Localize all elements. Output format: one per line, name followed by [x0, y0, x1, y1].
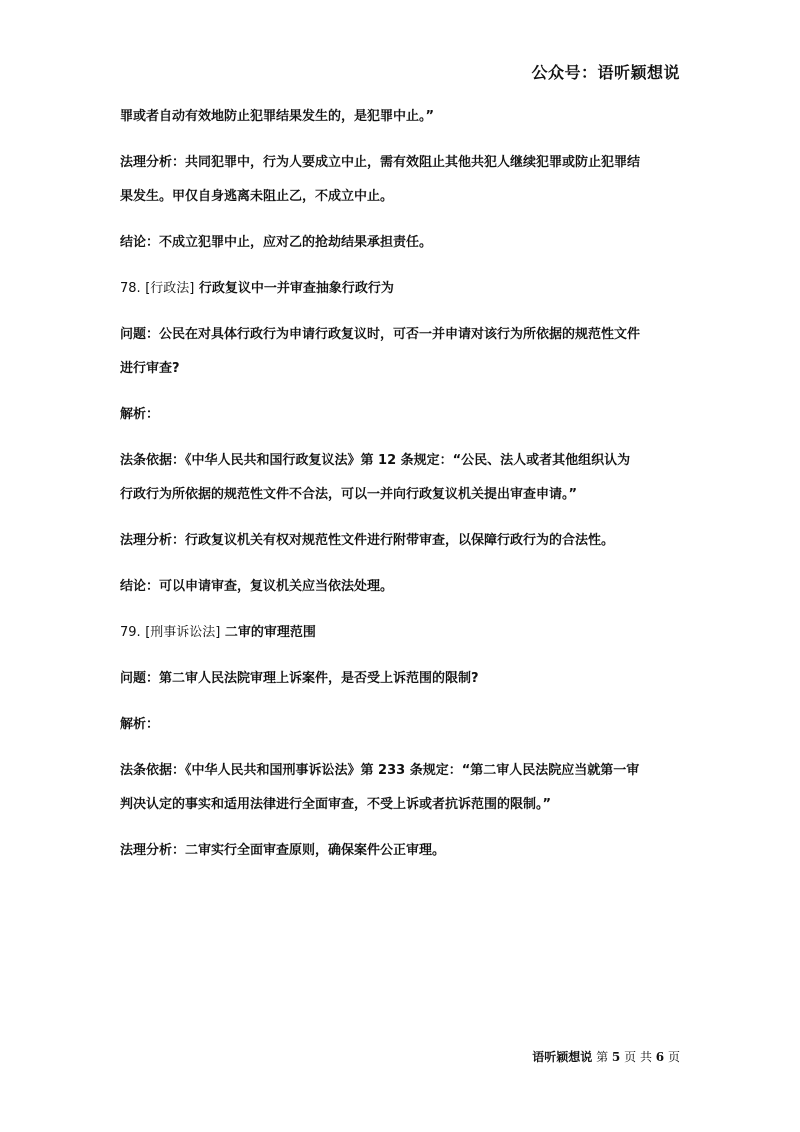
- section-heading-78: [120, 272, 640, 306]
- footer-page-number: 5: [611, 1050, 621, 1064]
- paragraph-legal-analysis-78: 法理分析：行政复议机关有权对规范性文件进行附带审查，以保障行政行为的合法性。: [120, 533, 615, 548]
- paragraph-legal-analysis-79: 法理分析：二审实行全面审查原则，确保案件公正审理。: [120, 843, 446, 858]
- paragraph-conclusion-78: 结论：可以申请审查，复议机关应当依法处理。: [120, 579, 394, 594]
- paragraph-legal-basis-78: 法条依据：《中华人民共和国行政复议法》第 12 条规定：“公民、法人或者其他组织认为行政行为所依据的规范性文件不合法，可以一并向行政复议机关提出审查申请。”: [120, 453, 631, 502]
- paragraph-analysis-label-78: 解析：: [120, 407, 160, 422]
- footer-brand: 语听颖想说: [532, 1050, 593, 1064]
- paragraph-question-79: 问题：第二审人民法院审理上诉案件，是否受上诉范围的限制?: [120, 671, 479, 686]
- paragraph-question-78: 问题：公民在对具体行政行为申请行政复议时，可否一并申请对该行为所依据的规范性文件进行审查?: [120, 327, 641, 376]
- paragraph-legal-analysis-joint-crime: 法理分析：共同犯罪中，行为人要成立中止，需有效阻止其他共犯人继续犯罪或防止犯罪结果发生。甲仅自身逃离未阻止乙，不成立中止。: [120, 155, 641, 204]
- footer-total-pages: 6: [655, 1050, 665, 1064]
- footer-label-unit: 页: [624, 1050, 637, 1064]
- paragraph-conclusion-77: 结论：不成立犯罪中止，应对乙的抢劫结果承担责任。: [120, 235, 433, 250]
- section-title: 行政复议中一并审查抽象行政行为: [198, 281, 394, 296]
- section-number: 79.: [120, 625, 141, 640]
- paragraph-legal-basis-79: 法条依据：《中华人民共和国刑事诉讼法》第 233 条规定：“第二审人民法院应当就第一审判决认定的事实和适用法律进行全面审查，不受上诉或者抗诉范围的限制。”: [120, 763, 640, 812]
- footer-label-total: 共: [639, 1050, 652, 1064]
- paragraph-crime-suspension-quote-end: 罪或者自动有效地防止犯罪结果发生的，是犯罪中止。”: [120, 109, 435, 124]
- section-heading-79: [120, 616, 640, 650]
- section-tag: [刑事诉讼法]: [145, 625, 221, 640]
- document-body: [120, 100, 640, 880]
- footer-label-page: 第: [596, 1050, 609, 1064]
- page-header: 公众号：语听颖想说: [531, 63, 680, 82]
- paragraph-analysis-label-79: 解析：: [120, 717, 160, 732]
- section-title: 二审的审理范围: [224, 625, 316, 640]
- page-footer: [532, 1048, 680, 1065]
- footer-label-unit-2: 页: [667, 1050, 680, 1064]
- section-number: 78.: [120, 281, 141, 296]
- section-tag: [行政法]: [145, 281, 195, 296]
